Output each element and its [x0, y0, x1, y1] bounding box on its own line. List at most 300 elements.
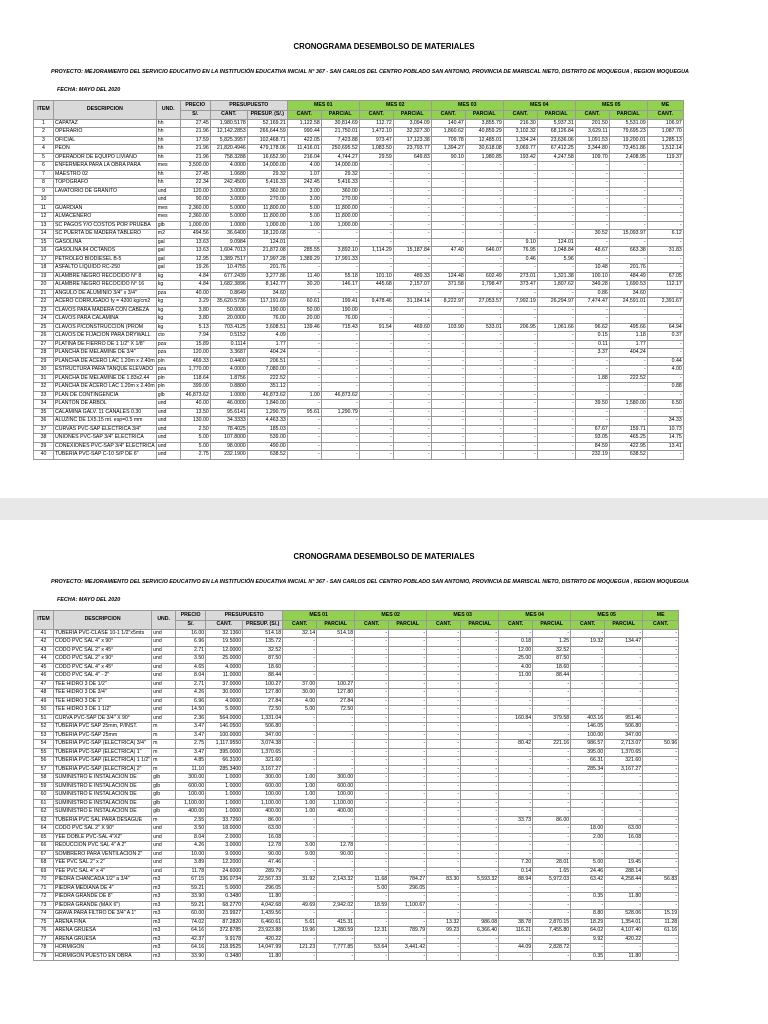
cell-price: 1,000.00 — [180, 221, 210, 230]
table-row — [34, 723, 679, 732]
cell-price: 2.50 — [180, 425, 210, 434]
cell-m2-parcial: - — [393, 332, 431, 341]
cell-m4-cant: - — [503, 442, 537, 451]
table-row — [34, 451, 684, 460]
cell-m1-cant: - — [283, 646, 317, 655]
cell-budget-amount: 360.00 — [247, 187, 287, 196]
cell-m4-cant: - — [503, 357, 537, 366]
cell-m4-parcial: 1,321.38 — [537, 272, 575, 281]
cell-m3-cant: - — [427, 663, 461, 672]
cell-budget-amount: 47.46 — [243, 859, 283, 868]
cell-m5-cant: - — [575, 204, 609, 213]
cell-unit: m3 — [152, 952, 176, 961]
cell-m5-parcial: - — [609, 221, 647, 230]
cell-m2-parcial: - — [389, 808, 427, 817]
cell-m3-parcial: - — [465, 315, 503, 324]
cell-budget-amount: 27.84 — [243, 697, 283, 706]
cell-m4-parcial: 86.00 — [533, 816, 571, 825]
cell-m4-cant: 206.95 — [503, 323, 537, 332]
cell-m6-cant: - — [643, 680, 679, 689]
cell-m1-parcial: - — [321, 451, 359, 460]
cell-m3-parcial: 602.49 — [465, 272, 503, 281]
cell-budget-qty: 37.0000 — [206, 680, 243, 689]
cell-m2-cant: - — [355, 689, 389, 698]
cell-m4-parcial: 87.50 — [533, 655, 571, 664]
cell-price: 4.26 — [176, 689, 206, 698]
cell-unit: und — [152, 680, 176, 689]
cell-m1-parcial: 12.78 — [317, 842, 355, 851]
cell-budget-amount: 46,873.62 — [247, 391, 287, 400]
cell-m6-cant: - — [647, 221, 683, 230]
cell-m2-cant: - — [355, 850, 389, 859]
cell-budget-qty: 1.0000 — [206, 808, 243, 817]
cell-m3-parcial: - — [461, 731, 499, 740]
cell-unit: und — [152, 697, 176, 706]
cell-m1-parcial: 100.27 — [317, 680, 355, 689]
cell-m2-cant: - — [355, 757, 389, 766]
cell-m3-cant: - — [427, 638, 461, 647]
cell-m1-parcial: 2,942.02 — [317, 901, 355, 910]
cell-budget-amount: 222.52 — [247, 374, 287, 383]
cell-m1-parcial: - — [317, 740, 355, 749]
cell-m3-parcial: 3,855.79 — [465, 119, 503, 128]
cell-m2-parcial: - — [389, 748, 427, 757]
cell-m4-parcial: - — [533, 706, 571, 715]
cell-price: 33.90 — [176, 952, 206, 961]
cell-m5-parcial: - — [609, 306, 647, 315]
cell-description: CODO PVC SAL 4" x 45° — [54, 663, 152, 672]
table-row — [34, 383, 684, 392]
cell-budget-amount: 1,370.65 — [243, 748, 283, 757]
cell-unit: hh — [156, 136, 180, 145]
cell-m3-cant: - — [431, 264, 465, 273]
cell-m4-parcial: - — [533, 935, 571, 944]
cell-m3-cant: - — [431, 357, 465, 366]
cell-m2-parcial: - — [393, 442, 431, 451]
cell-item: 67 — [34, 850, 54, 859]
cell-m5-cant: - — [571, 791, 605, 800]
cell-description: LAVATORIO DE GRANITO — [54, 187, 157, 196]
cell-item: 39 — [34, 442, 54, 451]
cell-unit: pln — [156, 357, 180, 366]
cell-m6-cant: 6.50 — [647, 400, 683, 409]
cell-m4-parcial: - — [533, 697, 571, 706]
cell-budget-qty: 0.5152 — [210, 332, 247, 341]
cell-price: 8.04 — [176, 672, 206, 681]
cell-m1-parcial: - — [317, 825, 355, 834]
cell-m6-cant: 1,512.14 — [647, 145, 683, 154]
cell-m4-parcial: - — [533, 901, 571, 910]
cell-m5-parcial: 222.52 — [609, 374, 647, 383]
cell-m1-cant: 60.61 — [287, 298, 321, 307]
cell-price: 21.96 — [180, 145, 210, 154]
cell-unit: m — [152, 748, 176, 757]
header-month-5: MES 05 — [575, 101, 647, 111]
cell-m1-cant: 1,122.58 — [287, 119, 321, 128]
project-line: PROYECTO: MEJORAMIENTO DEL SERVICIO EDUCATIVO EN LA INSTITUCIÓN EDUCATIVA INICIAL N° 367 - SAN CARLOS DEL CENTRO POBLADO SAN ANTONIO, PROVINCIA DE MARISCAL NIETO, DISTRITO DE MOQUEGUA , REGION MOQUEGUA — [51, 69, 689, 75]
cell-m3-cant: - — [431, 366, 465, 375]
cell-budget-amount: 17,997.28 — [247, 255, 287, 264]
cell-m4-parcial: - — [537, 289, 575, 298]
cell-budget-amount: 3,074.38 — [243, 740, 283, 749]
cell-m2-parcial: - — [389, 791, 427, 800]
cell-budget-amount: 72.50 — [243, 706, 283, 715]
cell-budget-amount: 321.60 — [243, 757, 283, 766]
cell-m4-cant: 216.30 — [503, 119, 537, 128]
cell-m1-cant: 95.61 — [287, 408, 321, 417]
cell-m2-parcial: - — [393, 204, 431, 213]
cell-budget-qty: 46.0000 — [210, 400, 247, 409]
cell-unit: glb — [152, 799, 176, 808]
cell-m3-parcial: 27,053.57 — [465, 298, 503, 307]
cell-budget-amount: 7,080.00 — [247, 366, 287, 375]
cell-m3-cant: - — [431, 196, 465, 205]
cell-description: SUMINISTRO E INSTALACION DE — [54, 799, 152, 808]
cell-m1-cant: - — [283, 893, 317, 902]
cell-m2-cant: - — [359, 357, 393, 366]
cell-unit: pza — [156, 366, 180, 375]
cell-m5-cant: - — [575, 196, 609, 205]
cell-description: TEE HIDRO 3 DE 1 1/2" — [54, 706, 152, 715]
cell-m5-parcial: 34.60 — [609, 289, 647, 298]
cell-item: 66 — [34, 842, 54, 851]
cell-description — [54, 196, 157, 205]
cell-m4-cant: - — [499, 731, 533, 740]
cell-m5-cant: - — [571, 884, 605, 893]
cell-m3-cant: - — [427, 706, 461, 715]
cell-m4-cant: 373.47 — [503, 281, 537, 290]
cell-m1-cant: - — [283, 638, 317, 647]
cell-price: 1,100.00 — [176, 799, 206, 808]
cell-m5-cant: 18.00 — [571, 825, 605, 834]
cell-m3-parcial: - — [461, 893, 499, 902]
cell-m1-cant: 285.55 — [287, 247, 321, 256]
cell-price: 13.50 — [180, 408, 210, 417]
cell-budget-qty: 20.0000 — [210, 315, 247, 324]
cell-description: SUMINISTRO E INSTALACION DE — [54, 791, 152, 800]
cell-m4-cant: - — [499, 808, 533, 817]
cell-m5-parcial: 420.22 — [605, 935, 643, 944]
cell-m5-cant: - — [571, 672, 605, 681]
cell-m5-parcial: 347.00 — [605, 731, 643, 740]
cell-description: OPERADOR DE EQUIPO LIVIANO — [54, 153, 157, 162]
cell-m1-cant: - — [283, 859, 317, 868]
cell-unit: und — [152, 706, 176, 715]
cell-m3-parcial: - — [465, 264, 503, 273]
cell-m2-parcial: - — [389, 859, 427, 868]
table-row — [34, 221, 684, 230]
cell-m5-cant: - — [575, 238, 609, 247]
cell-unit: m — [152, 816, 176, 825]
cell-description: TUBERIA PVC-SAP C-10 S/P DE 6" — [54, 451, 157, 460]
cell-m3-parcial: - — [461, 910, 499, 919]
cell-price: 130.00 — [180, 417, 210, 426]
cell-price: 300.00 — [176, 774, 206, 783]
table-row — [34, 323, 684, 332]
cell-budget-amount: 404.24 — [247, 349, 287, 358]
header-budget-amount: PRESUP. (S/.) — [247, 111, 287, 120]
table-row — [34, 859, 679, 868]
cell-item: 44 — [34, 655, 54, 664]
cell-m3-cant: - — [431, 306, 465, 315]
cell-m1-cant: 1.00 — [287, 391, 321, 400]
cell-m5-parcial: 506.80 — [605, 723, 643, 732]
cell-budget-amount: 190.00 — [247, 306, 287, 315]
cell-m6-cant: - — [643, 774, 679, 783]
cell-budget-qty: 1.0680 — [210, 170, 247, 179]
cell-budget-amount: 88.44 — [243, 672, 283, 681]
cell-m5-cant: - — [571, 680, 605, 689]
table-row — [34, 417, 684, 426]
cell-m3-parcial: - — [465, 451, 503, 460]
cell-description: SC PAGOS Y/O COSTOS POR PRUEBA — [54, 221, 157, 230]
cell-m2-cant: - — [359, 340, 393, 349]
cell-m4-parcial: 379.58 — [533, 714, 571, 723]
cell-m3-cant: - — [427, 765, 461, 774]
cell-budget-qty: 5,825.3957 — [210, 136, 247, 145]
cell-m4-cant: - — [499, 723, 533, 732]
cell-m6-cant: - — [643, 893, 679, 902]
sheet-page-2 — [0, 520, 768, 1008]
table-row — [34, 910, 679, 919]
cell-m1-cant: 1.00 — [283, 782, 317, 791]
cell-description: TEE HIDRO 3 DE 3/4" — [54, 689, 152, 698]
cell-m4-cant: - — [503, 162, 537, 171]
cell-m1-cant: 1.00 — [287, 221, 321, 230]
cell-price: 40.00 — [180, 400, 210, 409]
cell-m1-parcial: 300.00 — [317, 774, 355, 783]
cell-m2-cant: - — [355, 791, 389, 800]
cell-m6-cant: - — [647, 196, 683, 205]
cell-m5-parcial: - — [609, 162, 647, 171]
cell-m3-cant: - — [427, 944, 461, 953]
cell-m5-cant: 93.05 — [575, 434, 609, 443]
cell-budget-amount: 18,120.68 — [247, 230, 287, 239]
cell-m5-cant: 403.16 — [571, 714, 605, 723]
cell-m5-parcial: 159.71 — [609, 425, 647, 434]
cell-m5-parcial: 201.76 — [609, 264, 647, 273]
cell-m2-cant: - — [359, 442, 393, 451]
cell-m2-cant: - — [355, 842, 389, 851]
cell-m5-parcial: 73,451.86 — [609, 145, 647, 154]
cell-m5-parcial: - — [609, 196, 647, 205]
cell-budget-amount: 4,463.33 — [247, 417, 287, 426]
cell-m3-parcial: - — [465, 187, 503, 196]
cell-m4-parcial: 5,937.31 — [537, 119, 575, 128]
header-cant: CANT. — [287, 111, 321, 120]
cell-item: 1 — [34, 119, 54, 128]
table-row — [34, 306, 684, 315]
cell-m1-parcial: - — [321, 425, 359, 434]
cell-m1-parcial: - — [321, 383, 359, 392]
cell-m5-cant: 395.00 — [571, 748, 605, 757]
cell-m1-parcial: 1,100.00 — [317, 799, 355, 808]
cell-price: 494.56 — [180, 230, 210, 239]
cell-budget-amount: 600.00 — [243, 782, 283, 791]
cell-m3-cant: - — [427, 655, 461, 664]
cell-description: TUBERIA PVC-CLASE 10-1 1/2"x5mts — [54, 629, 152, 638]
cell-m1-cant: 3.00 — [287, 187, 321, 196]
cell-m4-cant: - — [503, 349, 537, 358]
cell-m5-cant: 64.02 — [571, 927, 605, 936]
cell-m3-parcial: - — [461, 791, 499, 800]
cell-m1-parcial: - — [317, 910, 355, 919]
cell-m4-cant: - — [499, 774, 533, 783]
cell-m2-parcial: - — [393, 264, 431, 273]
cell-m5-cant: 8.80 — [571, 910, 605, 919]
cell-budget-amount: 514.18 — [243, 629, 283, 638]
cell-m6-cant: - — [643, 723, 679, 732]
cell-m2-cant: - — [359, 230, 393, 239]
cell-m4-cant: 44.09 — [499, 944, 533, 953]
cell-m6-cant: - — [643, 765, 679, 774]
cell-budget-amount: 270.00 — [247, 196, 287, 205]
table-row — [34, 247, 684, 256]
cell-m3-parcial: - — [461, 680, 499, 689]
cell-m1-parcial: - — [321, 434, 359, 443]
cell-m5-parcial: 1,690.53 — [609, 281, 647, 290]
cell-m5-cant: 100.10 — [575, 272, 609, 281]
cell-m3-cant: - — [427, 723, 461, 732]
cell-m5-cant: 0.15 — [575, 332, 609, 341]
cell-m2-parcial: - — [393, 383, 431, 392]
cell-unit: kg — [156, 315, 180, 324]
table-row — [34, 884, 679, 893]
cell-unit: mes — [156, 204, 180, 213]
table-row — [34, 867, 679, 876]
cell-m4-parcial: - — [537, 306, 575, 315]
cell-m1-cant: - — [287, 425, 321, 434]
cell-item: 65 — [34, 833, 54, 842]
header-month-3: MES 03 — [431, 101, 503, 111]
cell-budget-amount: 11,800.00 — [247, 204, 287, 213]
cell-m2-parcial: 784.27 — [389, 876, 427, 885]
cell-m2-cant: - — [355, 952, 389, 961]
cell-description: PLANTON DE ARBOL — [54, 400, 157, 409]
table-row — [34, 697, 679, 706]
cell-m5-parcial: 63.00 — [605, 825, 643, 834]
cell-m5-cant: - — [571, 646, 605, 655]
cell-m2-cant: - — [355, 748, 389, 757]
cell-price: 118.64 — [180, 374, 210, 383]
header-month-5: MES 05 — [571, 611, 643, 621]
cell-m3-cant: - — [427, 629, 461, 638]
cell-price: 15.89 — [180, 340, 210, 349]
cell-m2-cant: - — [359, 400, 393, 409]
cell-m3-cant: - — [427, 935, 461, 944]
cell-m4-cant: 273.01 — [503, 272, 537, 281]
cell-m1-cant: - — [287, 383, 321, 392]
cell-m5-cant: - — [575, 162, 609, 171]
cell-m2-parcial: - — [393, 179, 431, 188]
table-row — [34, 893, 679, 902]
cell-price: 4.84 — [180, 272, 210, 281]
cell-budget-qty: 11.0000 — [206, 672, 243, 681]
cell-budget-qty: 0.8649 — [210, 289, 247, 298]
cell-item: 77 — [34, 935, 54, 944]
cell-description: ALUZINC DE 1X5.15 mt. esp=0.5 mm — [54, 417, 157, 426]
cell-m6-cant: 50.96 — [643, 740, 679, 749]
cell-m1-parcial: - — [321, 366, 359, 375]
cell-m5-cant: 0.11 — [575, 340, 609, 349]
cell-m2-cant: 11.68 — [355, 876, 389, 885]
cell-m2-cant: - — [355, 680, 389, 689]
table-row — [34, 876, 679, 885]
cell-m5-cant: - — [571, 799, 605, 808]
cell-m2-parcial: 17,123.38 — [393, 136, 431, 145]
cell-m4-parcial: - — [537, 221, 575, 230]
cell-m3-parcial: - — [465, 349, 503, 358]
cell-m3-parcial: - — [461, 842, 499, 851]
cell-budget-amount: 52,169.21 — [247, 119, 287, 128]
cell-budget-amount: 86.00 — [243, 816, 283, 825]
cell-m6-cant: 14.75 — [647, 434, 683, 443]
cell-m1-cant: 1.00 — [283, 791, 317, 800]
cell-budget-amount: 300.00 — [243, 774, 283, 783]
cell-m4-cant: 12.00 — [499, 646, 533, 655]
cell-m5-cant: 24.46 — [571, 867, 605, 876]
header-parcial: PARCIAL — [609, 111, 647, 120]
cell-item: 18 — [34, 264, 54, 273]
cell-m5-parcial: - — [605, 944, 643, 953]
cell-m6-cant: - — [647, 162, 683, 171]
cell-m1-parcial: - — [321, 230, 359, 239]
cell-m1-cant: - — [287, 357, 321, 366]
cell-m5-parcial: 951.46 — [605, 714, 643, 723]
cell-m2-parcial: 789.79 — [389, 927, 427, 936]
cell-m3-cant: - — [431, 400, 465, 409]
cell-m2-parcial: - — [393, 349, 431, 358]
cell-item: 47 — [34, 680, 54, 689]
cell-m3-cant: - — [431, 213, 465, 222]
cell-budget-qty: 66.3100 — [206, 757, 243, 766]
cell-price: 60.00 — [176, 910, 206, 919]
cell-m1-parcial: 21,750.01 — [321, 128, 359, 137]
cell-price: 10.00 — [176, 850, 206, 859]
cell-unit: kg — [156, 272, 180, 281]
cell-m2-cant: 53.64 — [355, 944, 389, 953]
cell-budget-amount: 1,439.56 — [243, 910, 283, 919]
cell-budget-amount: 11.80 — [243, 893, 283, 902]
cell-m2-cant: - — [355, 663, 389, 672]
cell-budget-qty: 146.0500 — [206, 723, 243, 732]
cell-price: 7.94 — [180, 332, 210, 341]
cell-description: PETROLEO BIODIESEL B-5 — [54, 255, 157, 264]
cell-m6-cant: - — [643, 714, 679, 723]
cell-budget-qty: 12,142.2853 — [210, 128, 247, 137]
cell-item: 53 — [34, 731, 54, 740]
cell-m4-cant: - — [499, 893, 533, 902]
cell-price: 120.00 — [180, 187, 210, 196]
cell-price: 3.89 — [176, 859, 206, 868]
header-price: PRECIO — [176, 611, 206, 621]
cell-m2-parcial: - — [389, 731, 427, 740]
cell-m5-cant: 100.00 — [571, 731, 605, 740]
cell-m2-parcial: - — [389, 689, 427, 698]
cell-m5-parcial: - — [609, 391, 647, 400]
header-cant: CANT. — [647, 111, 683, 120]
cell-budget-qty: 395.0000 — [206, 748, 243, 757]
cell-m5-parcial: 528.06 — [605, 910, 643, 919]
cell-m4-cant: 38.78 — [499, 918, 533, 927]
cell-m3-parcial: - — [465, 434, 503, 443]
cell-m5-cant: 109.70 — [575, 153, 609, 162]
cell-m6-cant: - — [647, 315, 683, 324]
cell-m5-cant: 39.50 — [575, 400, 609, 409]
cell-m1-cant: 422.05 — [287, 136, 321, 145]
cell-m2-cant: 12.31 — [355, 927, 389, 936]
cell-m3-parcial: - — [465, 230, 503, 239]
